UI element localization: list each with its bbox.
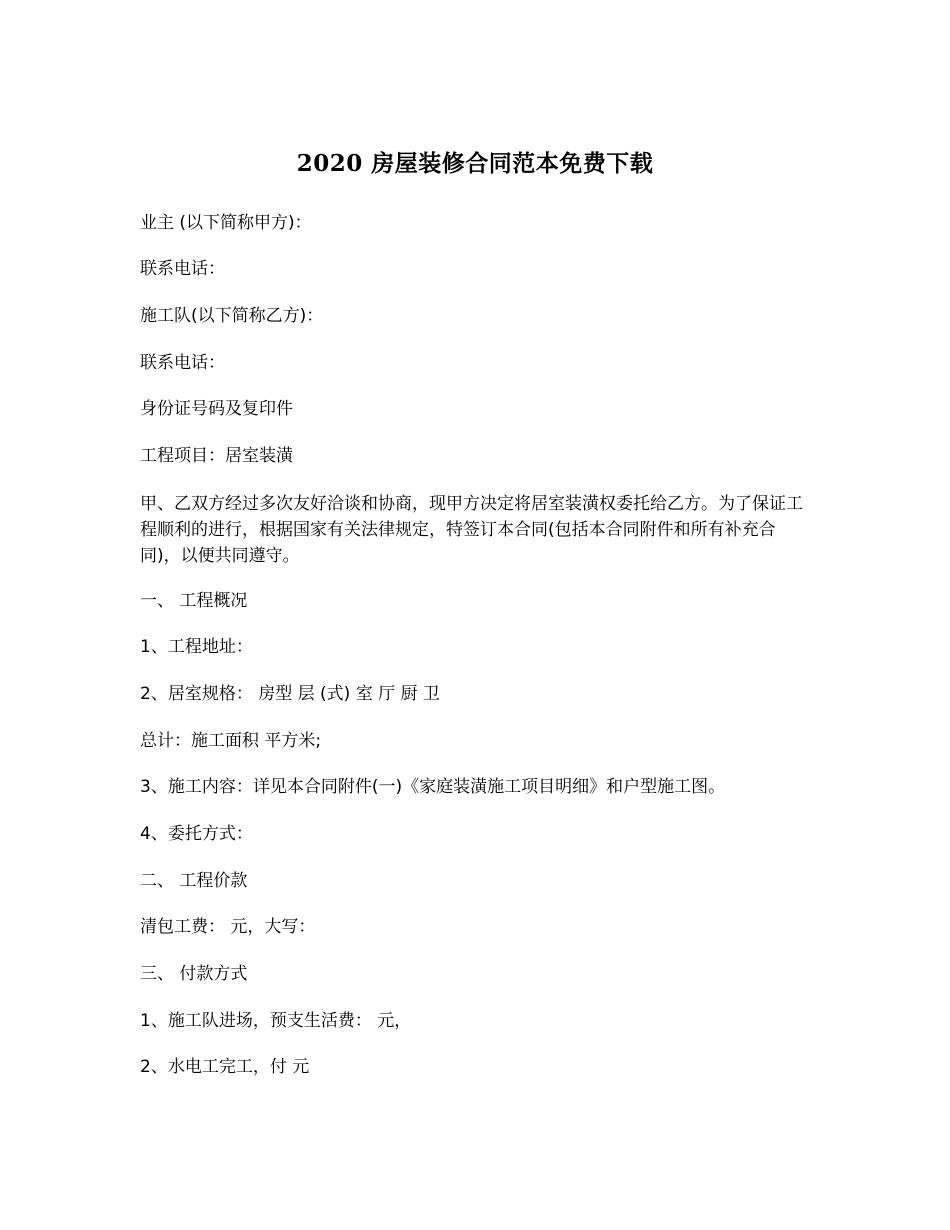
paragraph-labor-fee: 清包工费： 元，大写： xyxy=(140,917,316,937)
paragraph-id-number: 身份证号码及复印件 xyxy=(140,399,293,419)
paragraph-address: 1、工程地址： xyxy=(140,637,253,657)
section-heading-overview: 一、 工程概况 xyxy=(140,591,248,611)
paragraph-owner-phone: 联系电话： xyxy=(140,259,225,279)
section-heading-price: 二、 工程价款 xyxy=(140,871,248,891)
document-title: 2020 房屋装修合同范本免费下载 xyxy=(296,150,654,177)
paragraph-project: 工程项目：居室装潢 xyxy=(140,446,293,466)
paragraph-payment-2: 2、水电工完工，付 元 xyxy=(140,1057,310,1077)
paragraph-preamble: 甲、乙双方经过多次友好洽谈和协商，现甲方决定将居室装潢权委托给乙方。为了保证工程顺利的进行，根据国家有关法律规定，特签订本合同(包括本合同附件和所有补充合同)，以便共同遵守。 xyxy=(140,494,803,566)
paragraph-content: 3、施工内容：详见本合同附件(一)《家庭装潢施工项目明细》和户型施工图。 xyxy=(140,777,726,797)
paragraph-entrust: 4、委托方式： xyxy=(140,824,253,844)
paragraph-payment-1: 1、施工队进场，预支生活费： 元， xyxy=(140,1011,412,1031)
paragraph-owner: 业主 (以下简称甲方)： xyxy=(140,213,312,233)
paragraph-contractor: 施工队(以下简称乙方)： xyxy=(140,306,324,326)
paragraph-contractor-phone: 联系电话： xyxy=(140,353,225,373)
paragraph-spec: 2、居室规格： 房型 层 (式) 室 厅 厨 卫 xyxy=(140,684,440,704)
paragraph-area: 总计：施工面积 平方米; xyxy=(140,731,322,751)
section-heading-payment: 三、 付款方式 xyxy=(140,964,248,984)
